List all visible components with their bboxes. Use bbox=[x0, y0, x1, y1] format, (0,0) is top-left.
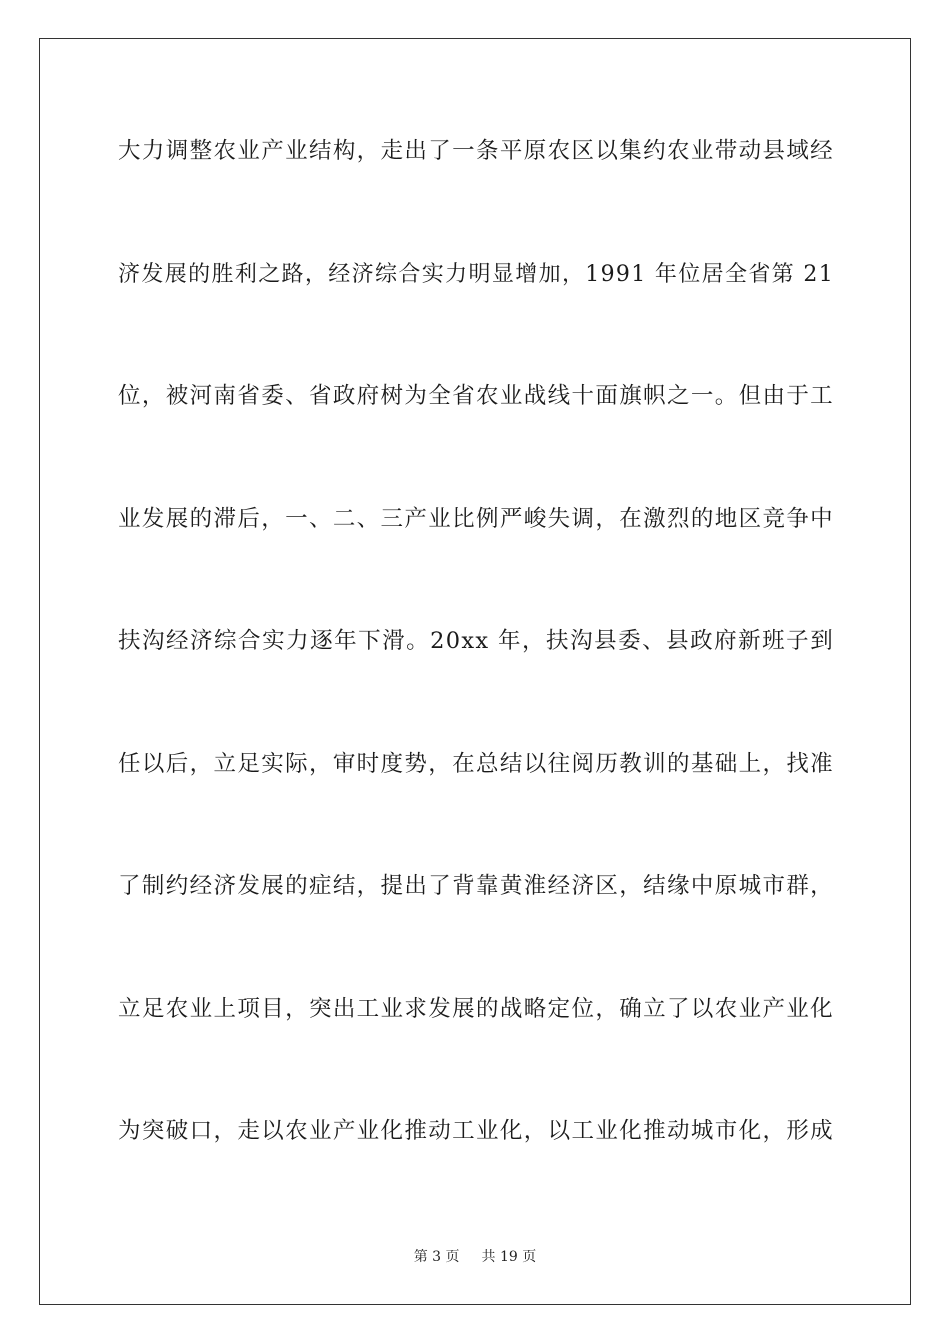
text-line: 为突破口，走以农业产业化推动工业化，以工业化推动城市化，形成 bbox=[118, 1118, 834, 1144]
text-line: 位，被河南省委、省政府树为全省农业战线十面旗帜之一。但由于工 bbox=[118, 383, 834, 409]
page-number: 第 3 页 bbox=[413, 1249, 460, 1265]
text-line: 立足农业上项目，突出工业求发展的战略定位，确立了以农业产业化 bbox=[118, 995, 834, 1022]
text-line: 了制约经济发展的症结，提出了背靠黄淮经济区，结缘中原城市群， bbox=[118, 873, 834, 899]
text-line: 业发展的滞后，一、二、三产业比例严峻失调，在激烈的地区竞争中 bbox=[118, 505, 834, 532]
text-line: 济发展的胜利之路，经济综合实力明显增加，1991 年位居全省第 21 bbox=[118, 261, 834, 287]
page-total: 共 19 页 bbox=[481, 1249, 537, 1265]
page-footer bbox=[0, 1246, 950, 1266]
body-text bbox=[118, 121, 834, 1224]
text-line: 大力调整农业产业结构，走出了一条平原农区以集约农业带动县域经 bbox=[118, 138, 834, 164]
text-line: 扶沟经济综合实力逐年下滑。20xx 年，扶沟县委、县政府新班子到 bbox=[118, 628, 834, 654]
text-line: 任以后，立足实际，审时度势，在总结以往阅历教训的基础上，找准 bbox=[118, 750, 834, 777]
